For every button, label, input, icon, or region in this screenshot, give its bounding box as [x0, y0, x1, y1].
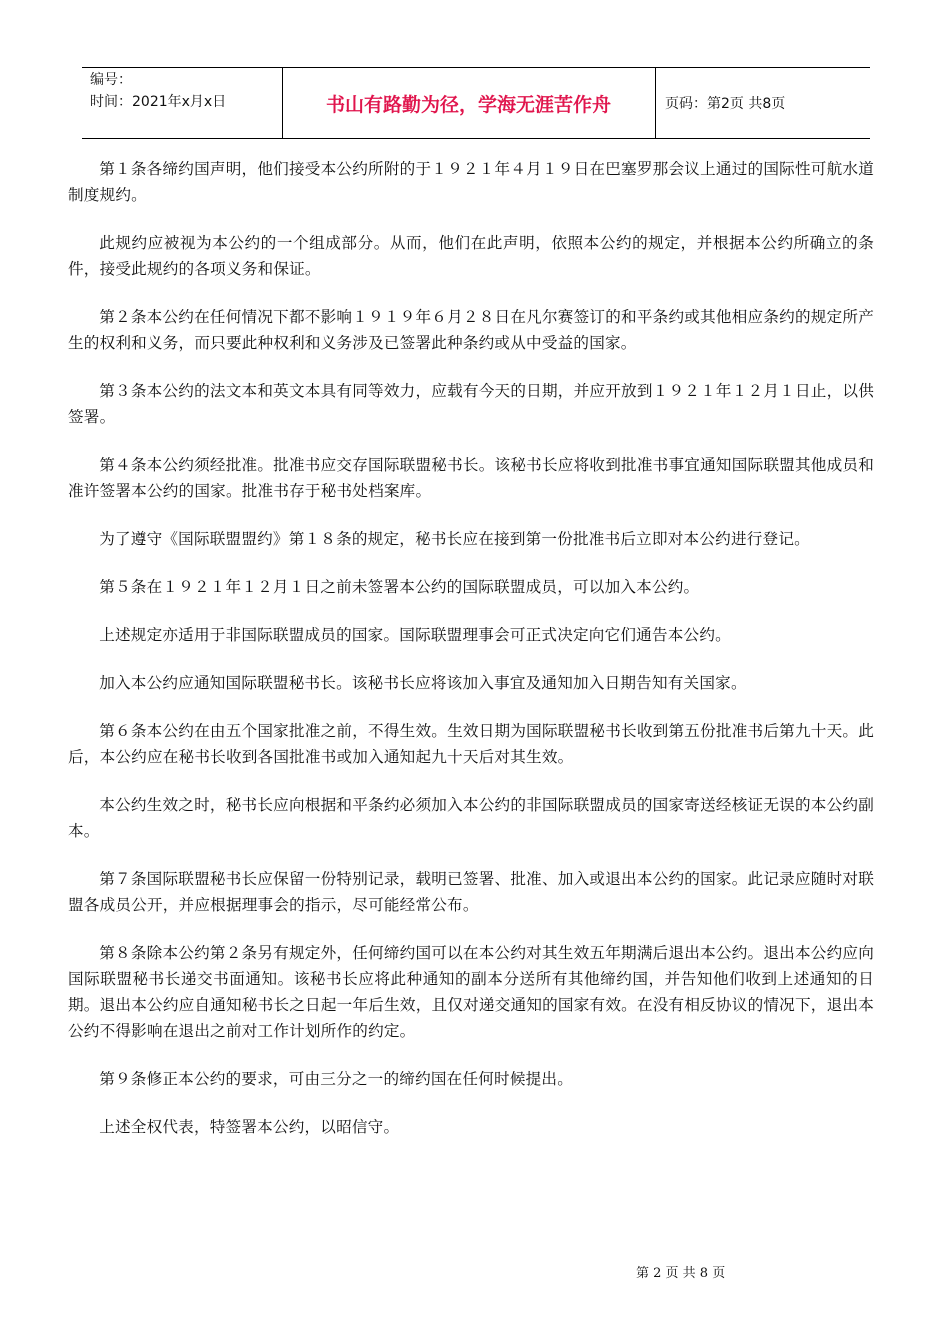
header-page-info: 页码：第2页 共8页: [665, 96, 786, 112]
paragraph: 第４条本公约须经批准。批准书应交存国际联盟秘书长。该秘书长应将收到批准书事宜通知国际联盟其他成员和准许签署本公约的国家。批准书存于秘书处档案库。: [68, 456, 874, 500]
number-label: 编号：: [90, 72, 132, 88]
document-body: [68, 156, 874, 1162]
paragraph: 上述全权代表，特签署本公约，以昭信守。: [99, 1118, 400, 1136]
paragraph: 第５条在１９２１年１２月１日之前未签署本公约的国际联盟成员，可以加入本公约。: [99, 578, 700, 596]
paragraph: 第２条本公约在任何情况下都不影响１９１９年６月２８日在凡尔赛签订的和平条约或其他相应条约的规定所产生的权利和义务，而只要此种权利和义务涉及已签署此种条约或从中受益的国家。: [68, 308, 874, 352]
header-motto: 书山有路勤为径，学海无涯苦作舟: [282, 68, 656, 138]
paragraph: 第３条本公约的法文本和英文本具有同等效力，应载有今天的日期，并应开放到１９２１年１２月１日止，以供签署。: [68, 382, 874, 426]
paragraph: 加入本公约应通知国际联盟秘书长。该秘书长应将该加入事宜及通知加入日期告知有关国家。: [99, 674, 747, 692]
paragraph: 第７条国际联盟秘书长应保留一份特别记录，载明已签署、批准、加入或退出本公约的国家。此记录应随时对联盟各成员公开，并应根据理事会的指示，尽可能经常公布。: [68, 870, 874, 914]
paragraph: 第１条各缔约国声明，他们接受本公约所附的于１９２１年４月１９日在巴塞罗那会议上通过的国际性可航水道制度规约。: [68, 160, 874, 204]
paragraph: 第９条修正本公约的要求，可由三分之一的缔约国在任何时候提出。: [99, 1070, 574, 1088]
page-footer: 第 2 页 共 8 页: [636, 1266, 726, 1281]
paragraph: 第６条本公约在由五个国家批准之前，不得生效。生效日期为国际联盟秘书长收到第五份批准书后第九十天。此后，本公约应在秘书长收到各国批准书或加入通知起九十天后对其生效。: [68, 722, 874, 766]
paragraph: 上述规定亦适用于非国际联盟成员的国家。国际联盟理事会可正式决定向它们通告本公约。: [99, 626, 731, 644]
paragraph: 本公约生效之时，秘书长应向根据和平条约必须加入本公约的非国际联盟成员的国家寄送经核证无误的本公约副本。: [68, 796, 874, 840]
page-header: [82, 67, 870, 139]
paragraph: 为了遵守《国际联盟盟约》第１８条的规定，秘书长应在接到第一份批准书后立即对本公约进行登记。: [99, 530, 810, 548]
header-meta: [82, 68, 283, 138]
paragraph: 第８条除本公约第２条另有规定外，任何缔约国可以在本公约对其生效五年期满后退出本公约。退出本公约应向国际联盟秘书长递交书面通知。该秘书长应将此种通知的副本分送所有其他缔约国，并告知他们收到上述通知的日期。退出本公约应自通知秘书长之日起一年后生效，且仅对递交通知的国家有效。在没有相反协议的情况下，退出本公约不得影响在退出之前对工作计划所作的约定。: [68, 944, 874, 1040]
paragraph: 此规约应被视为本公约的一个组成部分。从而，他们在此声明，依照本公约的规定，并根据本公约所确立的条件，接受此规约的各项义务和保证。: [68, 234, 874, 278]
time-label: 时间：2021年x月x日: [90, 94, 227, 110]
